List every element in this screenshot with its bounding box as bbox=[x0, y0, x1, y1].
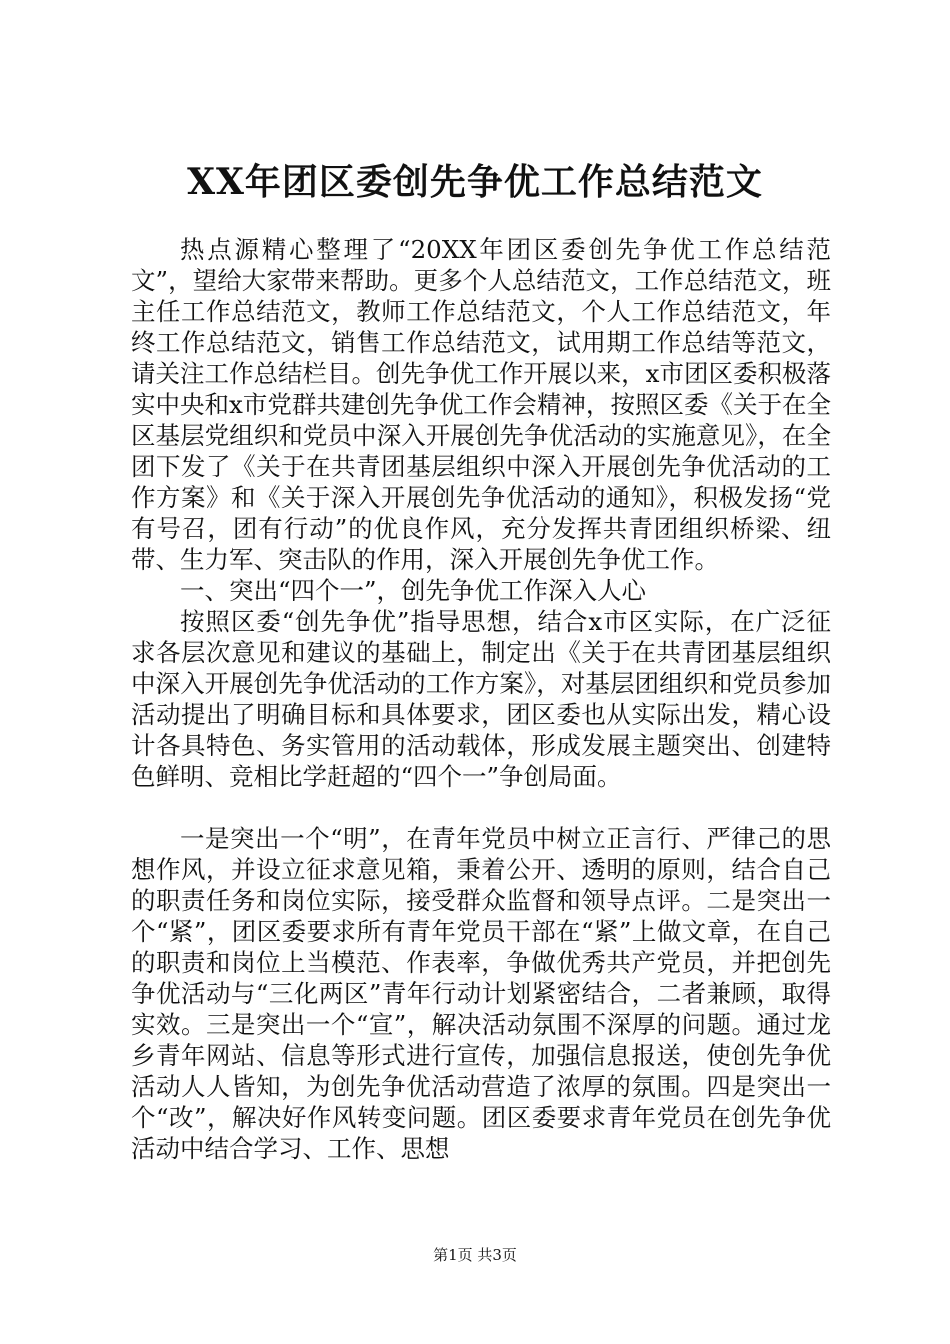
detail-paragraph: 一是突出一个“明”，在青年党员中树立正言行、严律己的思想作风，并设立征求意见箱，秉着公开、透明的原则，结合自己的职责任务和岗位实际，接受群众监督和领导点评。二是突出一个“紧”，团区委要求所有青年党员干部在“紧”上做文章，在自己的职责和岗位上当模范、作表率，争做优秀共产党员，并把创先争优活动与“三化两区”青年行动计划紧密结合，二者兼顾，取得实效。三是突出一个“宣”，解决活动氛围不深厚的问题。通过龙乡青年网站、信息等形式进行宣传，加强信息报送，使创先争优活动人人皆知，为创先争优活动营造了浓厚的氛围。四是突出一个“改”，解决好作风转变问题。团区委要求青年党员在创先争优活动中结合学习、工作、思想 bbox=[131, 824, 831, 1163]
intro-paragraph: 热点源精心整理了“20XX年团区委创先争优工作总结范文”，望给大家带来帮助。更多个人总结范文，工作总结范文，班主任工作总结范文，教师工作总结范文，个人工作总结范文，年终工作总结范文，销售工作总结范文，试用期工作总结等范文，请关注工作总结栏目。创先争优工作开展以来，x市团区委积极落实中央和x市党群共建创先争优工作会精神，按照区委《关于在全区基层党组织和党员中深入开展创先争优活动的实施意见》，在全团下发了《关于在共青团基层组织中深入开展创先争优活动的工作方案》和《关于深入开展创先争优活动的通知》，积极发扬“党有号召，团有行动”的优良作风，充分发挥共青团组织桥梁、纽带、生力军、突击队的作用，深入开展创先争优工作。 bbox=[131, 235, 831, 574]
page-footer: 第1页 共3页 bbox=[433, 1246, 517, 1264]
section-paragraph: 按照区委“创先争优”指导思想，结合x市区实际，在广泛征求各层次意见和建议的基础上，制定出《关于在共青团基层组织中深入开展创先争优活动的工作方案》，对基层团组织和党员参加活动提出了明确目标和具体要求，团区委也从实际出发，精心设计各具特色、务实管用的活动载体，形成发展主题突出、创建特色鲜明、竞相比学赶超的“四个一”争创局面。 bbox=[131, 607, 831, 791]
document-title: XX年团区委创先争优工作总结范文 bbox=[187, 161, 763, 203]
document-body bbox=[131, 234, 831, 1164]
section-heading: 一、突出“四个一”，创先争优工作深入人心 bbox=[180, 576, 647, 605]
